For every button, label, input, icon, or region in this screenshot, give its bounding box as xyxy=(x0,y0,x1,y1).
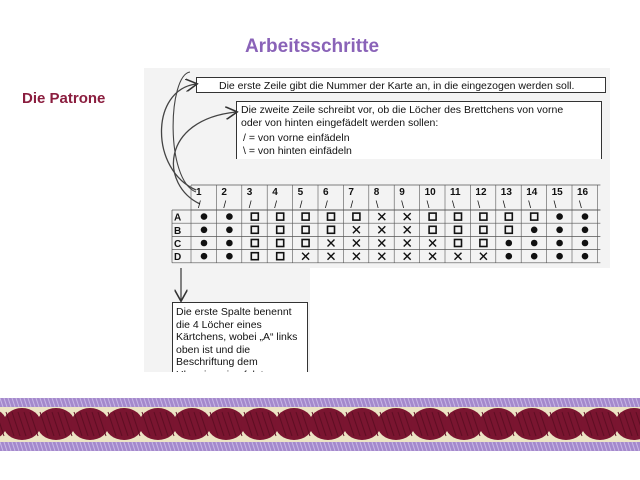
square-symbol xyxy=(302,240,309,247)
dot-symbol xyxy=(506,253,513,260)
direction-mark: \ xyxy=(553,200,557,211)
row-label: B xyxy=(174,225,182,237)
direction-mark: \ xyxy=(375,200,379,211)
cross-symbol xyxy=(353,253,360,260)
direction-mark: / xyxy=(223,200,227,211)
square-symbol xyxy=(429,213,436,220)
card-number: 16 xyxy=(577,187,589,198)
dot-symbol xyxy=(531,253,538,260)
direction-mark: \ xyxy=(502,200,506,211)
card-number: 13 xyxy=(500,187,512,198)
dot-symbol xyxy=(556,240,563,247)
card-number: 2 xyxy=(221,187,227,198)
cross-symbol xyxy=(353,226,360,233)
direction-mark: \ xyxy=(426,200,430,211)
callout-row2-text-2: oder von hinten eingefädelt werden sollen: xyxy=(241,117,439,129)
square-symbol xyxy=(277,240,284,247)
direction-mark: / xyxy=(248,200,252,211)
square-symbol xyxy=(302,213,309,220)
legend-front: / = von vorne einfädeln xyxy=(243,132,350,144)
card-number: 4 xyxy=(272,187,278,198)
card-number: 6 xyxy=(323,187,329,198)
row-label: D xyxy=(174,252,182,264)
card-number: 7 xyxy=(348,187,354,198)
square-symbol xyxy=(251,240,258,247)
square-symbol xyxy=(505,226,512,233)
square-symbol xyxy=(277,226,284,233)
cross-symbol xyxy=(302,253,309,260)
page-title: Arbeitsschritte xyxy=(244,36,380,57)
arrow-row1 xyxy=(162,84,197,190)
cross-symbol xyxy=(455,253,462,260)
cross-symbol xyxy=(404,213,411,220)
dot-symbol xyxy=(582,253,589,260)
card-number: 10 xyxy=(424,187,436,198)
arrow-row-num xyxy=(173,72,196,192)
card-number: 5 xyxy=(297,187,304,198)
cross-symbol xyxy=(353,240,360,247)
square-symbol xyxy=(277,253,284,260)
dot-symbol xyxy=(582,213,589,220)
arrows xyxy=(162,72,237,300)
cross-symbol xyxy=(378,226,385,233)
square-symbol xyxy=(429,226,436,233)
callout-column-text: Die erste Spalte benennt die 4 Löcher eines Kärtchens, wobei „A“ links oben ist und die Beschriftung dem xyxy=(176,306,298,368)
square-symbol xyxy=(353,213,360,220)
square-symbol xyxy=(251,213,258,220)
dot-symbol xyxy=(556,227,563,234)
callout-row2-text-1: Die zweite Zeile schreibt vor, ob die Löcher des Brettchens von vorne xyxy=(241,104,564,116)
cross-symbol xyxy=(328,240,335,247)
direction-mark: \ xyxy=(579,200,582,211)
square-symbol xyxy=(455,240,462,247)
card-number: 8 xyxy=(373,187,380,198)
side-label: Die Patrone xyxy=(22,90,106,107)
cross-symbol xyxy=(429,253,436,260)
square-symbol xyxy=(531,213,538,220)
card-number: 1 xyxy=(196,187,202,198)
cross-symbol xyxy=(480,253,487,260)
dot-symbol xyxy=(531,240,538,247)
square-symbol xyxy=(455,213,462,220)
legend-back: \ = von hinten einfädeln xyxy=(243,145,352,157)
card-number: 14 xyxy=(526,187,538,198)
square-symbol xyxy=(480,226,487,233)
square-symbol xyxy=(302,226,309,233)
dot-symbol xyxy=(226,253,233,260)
direction-mark: \ xyxy=(452,200,455,211)
dot-symbol xyxy=(226,240,233,247)
dot-symbol xyxy=(201,240,208,247)
card-number: 12 xyxy=(475,187,487,198)
square-symbol xyxy=(480,240,487,247)
dot-symbol xyxy=(582,240,589,247)
cross-symbol xyxy=(404,253,411,260)
direction-mark: / xyxy=(299,200,303,211)
direction-mark: \ xyxy=(528,200,531,211)
dot-symbol xyxy=(531,227,538,234)
dot-symbol xyxy=(201,213,208,220)
card-number: 9 xyxy=(399,187,405,198)
dot-symbol xyxy=(201,227,208,234)
direction-mark: \ xyxy=(477,200,481,211)
dot-symbol xyxy=(226,213,233,220)
dot-symbol xyxy=(582,227,589,234)
square-symbol xyxy=(505,213,512,220)
row-label: A xyxy=(174,212,182,224)
square-symbol xyxy=(277,213,284,220)
square-symbol xyxy=(455,226,462,233)
dot-symbol xyxy=(556,213,563,220)
cross-symbol xyxy=(378,240,385,247)
square-symbol xyxy=(480,213,487,220)
cross-symbol xyxy=(378,213,385,220)
card-number: 11 xyxy=(450,187,461,198)
card-number: 15 xyxy=(551,187,563,198)
dot-symbol xyxy=(226,227,233,234)
cross-symbol xyxy=(429,240,436,247)
callout-row1-text: Die erste Zeile gibt die Nummer der Karte an, in die eingezogen werden soll. xyxy=(219,80,575,92)
square-symbol xyxy=(328,213,335,220)
cross-symbol xyxy=(404,240,411,247)
cross-symbol xyxy=(404,226,411,233)
cross-symbol xyxy=(378,253,385,260)
square-symbol xyxy=(251,253,258,260)
woven-band-photo xyxy=(0,372,640,480)
direction-mark: \ xyxy=(401,200,404,211)
direction-mark: / xyxy=(198,200,201,211)
dot-symbol xyxy=(556,253,563,260)
direction-mark: / xyxy=(350,200,354,211)
cross-symbol xyxy=(328,253,335,260)
card-number: 3 xyxy=(246,187,253,198)
dot-symbol xyxy=(201,253,208,260)
dot-symbol xyxy=(506,240,513,247)
row-label: C xyxy=(174,239,182,250)
direction-mark: / xyxy=(325,200,328,211)
direction-mark: / xyxy=(274,200,277,211)
square-symbol xyxy=(251,226,258,233)
square-symbol xyxy=(328,226,335,233)
